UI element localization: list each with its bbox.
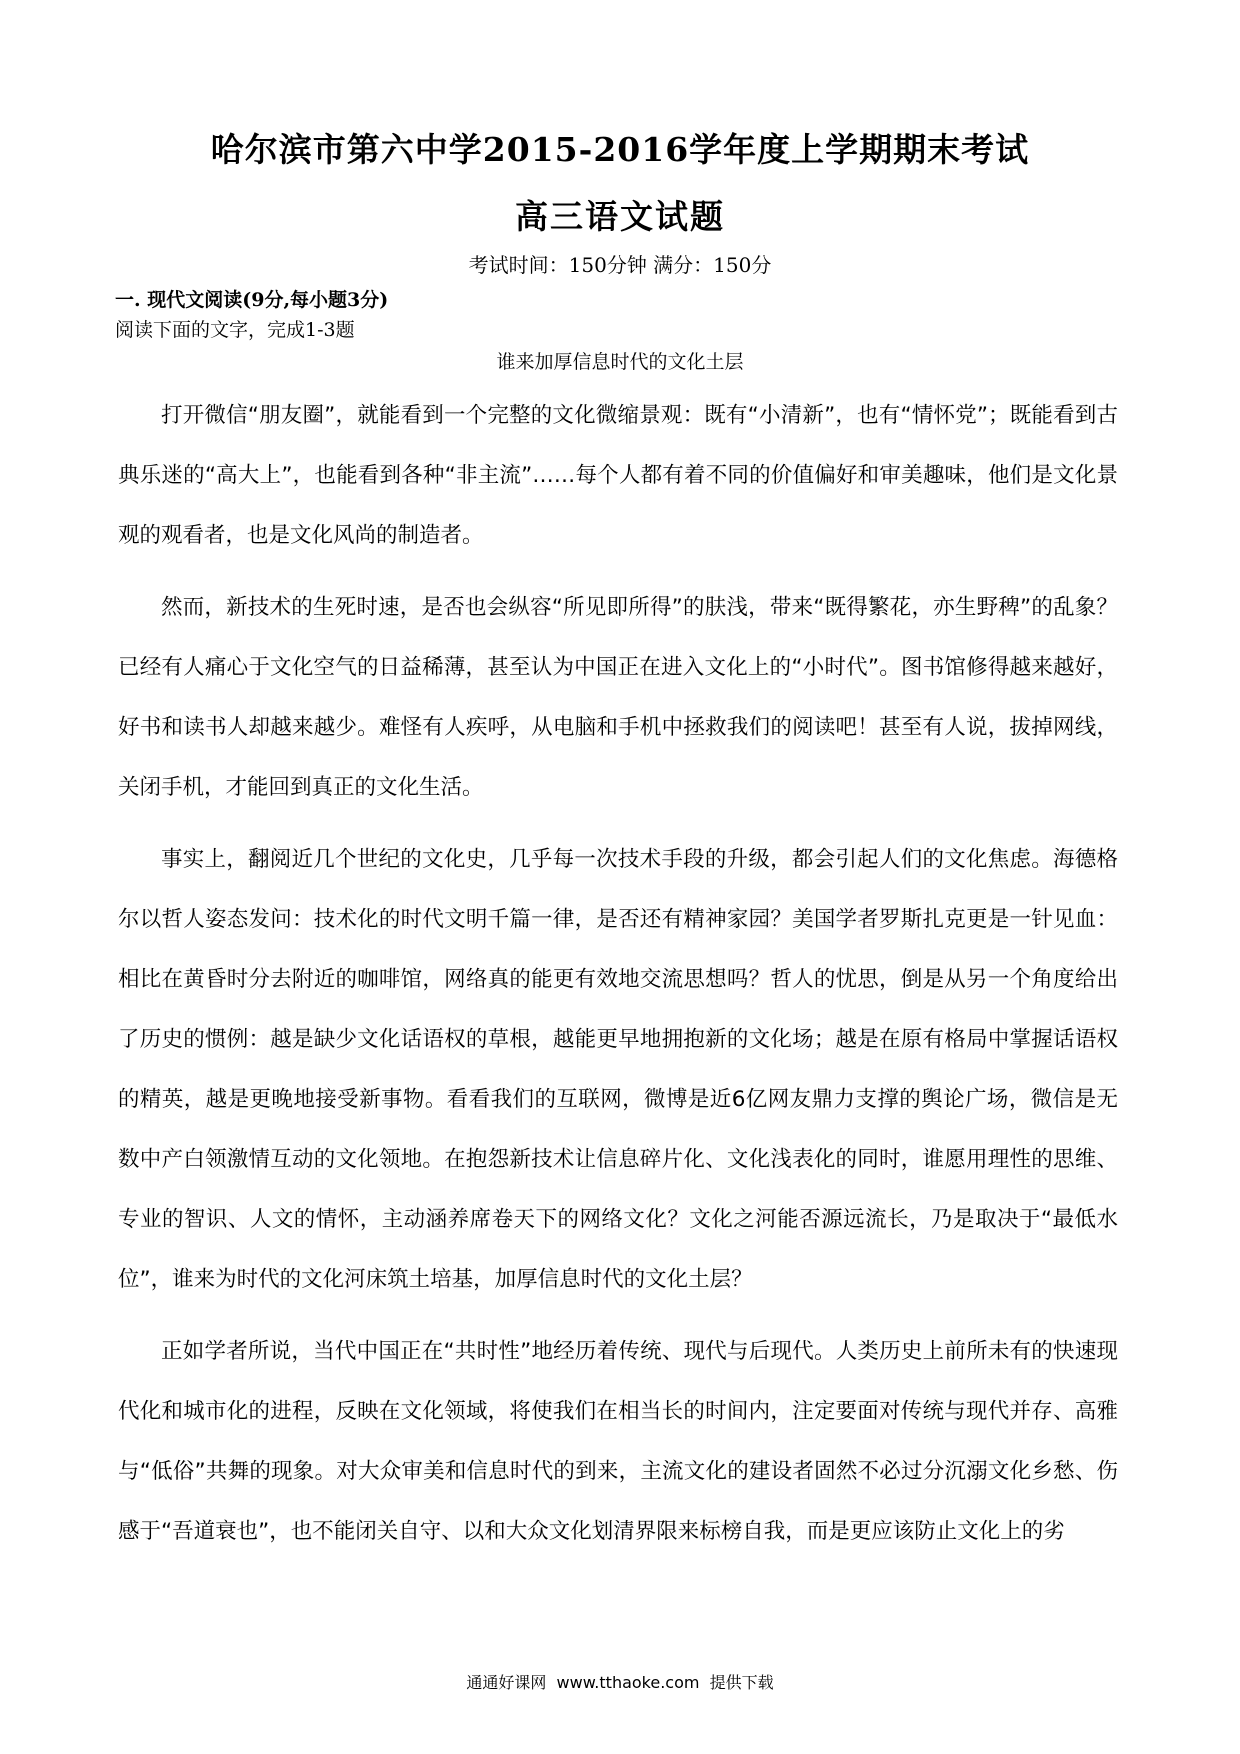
exam-subtitle: 高三语文试题: [515, 197, 725, 236]
exam-title: 哈尔滨市第六中学2015-2016学年度上学期期末考试: [210, 130, 1030, 169]
passage-paragraph: 事实上，翻阅近几个世纪的文化史，几乎每一次技术手段的升级，都会引起人们的文化焦虑。海德格尔以哲人姿态发问：技术化的时代文明千篇一律，是否还有精神家园？美国学者罗斯扎克更是一针见血：相比在黄昏时分去附近的咖啡馆，网络真的能更有效地交流思想吗？哲人的忧思，倒是从另一个角度给出了历史的惯例：越是缺少文化话语权的草根，越能更早地拥抱新的文化场；越是在原有格局中掌握话语权的精英，越是更晚地接受新事物。看看我们的互联网，微博是近6亿网友鼎力支撑的舆论广场，微信是无数中产白领激情互动的文化领地。在抱怨新技术让信息碎片化、文化浅表化的同时，谁愿用理性的思维、专业的智识、人文的情怀，主动涵养席卷天下的网络文化？文化之河能否源远流长，乃是取决于“最低水位”，谁来为时代的文化河床筑土培基，加厚信息时代的文化土层？: [118, 847, 1118, 1292]
exam-meta: 考试时间：150分钟 满分：150分: [468, 253, 772, 277]
reading-passage: [118, 386, 1118, 1574]
section-instruction: 阅读下面的文字，完成1-3题: [115, 319, 355, 341]
passage-paragraph: 正如学者所说，当代中国正在“共时性”地经历着传统、现代与后现代。人类历史上前所未有的快速现代化和城市化的进程，反映在文化领域，将使我们在相当长的时间内，注定要面对传统与现代并存、高雅与“低俗”共舞的现象。对大众审美和信息时代的到来，主流文化的建设者固然不必过分沉溺文化乡愁、伤感于“吾道衰也”，也不能闭关自守、以和大众文化划清界限来标榜自我，而是更应该防止文化上的劣: [118, 1339, 1118, 1544]
section-heading: 一. 现代文阅读(9分,每小题3分): [115, 289, 389, 311]
passage-paragraph: 然而，新技术的生死时速，是否也会纵容“所见即所得”的肤浅，带来“既得繁花，亦生野稗”的乱象？已经有人痛心于文化空气的日益稀薄，甚至认为中国正在进入文化上的“小时代”。图书馆修得越来越好，好书和读书人却越来越少。难怪有人疾呼，从电脑和手机中拯救我们的阅读吧！甚至有人说，拔掉网线，关闭手机，才能回到真正的文化生活。: [118, 595, 1118, 800]
page-footer: 通通好课网 www.tthaoke.com 提供下载: [466, 1673, 774, 1692]
article-title: 谁来加厚信息时代的文化土层: [496, 351, 744, 373]
passage-paragraph: 打开微信“朋友圈”，就能看到一个完整的文化微缩景观：既有“小清新”，也有“情怀党”；既能看到古典乐迷的“高大上”，也能看到各种“非主流”……每个人都有着不同的价值偏好和审美趣味，他们是文化景观的观看者，也是文化风尚的制造者。: [118, 403, 1118, 548]
